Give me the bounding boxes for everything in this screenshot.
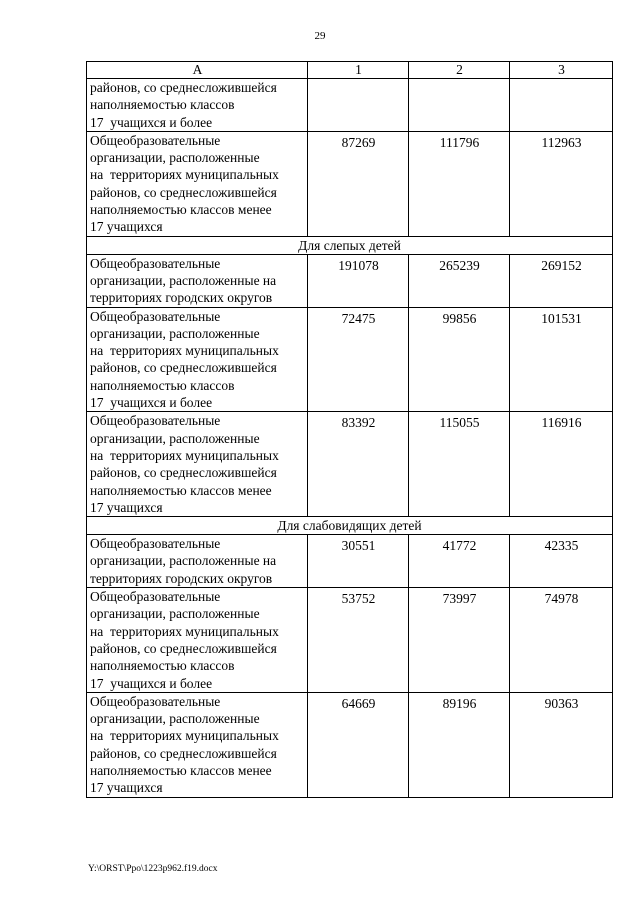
row-label-line: 17 учащихся и более bbox=[90, 114, 213, 130]
table-row bbox=[87, 131, 613, 236]
row-label-line: наполняемостью классов bbox=[90, 377, 235, 393]
row-label-line: Общеобразовательные bbox=[90, 413, 221, 429]
value-cell-col-1: 30551 bbox=[308, 535, 409, 588]
row-label-line: 17 учащихся и более bbox=[90, 395, 213, 411]
row-label-line: на территориях муниципальных bbox=[90, 728, 279, 744]
page-number: 29 bbox=[314, 30, 326, 42]
table-row bbox=[87, 307, 613, 412]
row-label-line: районов, со среднесложившейся bbox=[90, 360, 277, 376]
row-label-cell bbox=[87, 412, 308, 517]
column-header-a: А bbox=[87, 62, 308, 79]
column-header-2: 2 bbox=[409, 62, 510, 79]
row-label-line: районов, со среднесложившейся bbox=[90, 465, 277, 481]
value-cell-col-1: 53752 bbox=[308, 588, 409, 693]
row-label-line: 17 учащихся bbox=[90, 219, 163, 235]
value-cell-col-3: 116916 bbox=[510, 412, 613, 517]
row-label-line: территориях городских округов bbox=[90, 290, 273, 306]
file-path-footer: Y:\ORST\Ppo\1223p962.f19.docx bbox=[88, 864, 218, 874]
value-cell-col-3: 74978 bbox=[510, 588, 613, 693]
value-cell-col-2: 265239 bbox=[409, 254, 510, 307]
row-label-line: наполняемостью классов bbox=[90, 658, 235, 674]
row-label-line: организации, расположенные bbox=[90, 430, 260, 446]
value-cell-col-2: 115055 bbox=[409, 412, 510, 517]
table-row bbox=[87, 535, 613, 588]
row-label-line: Общеобразовательные bbox=[90, 589, 221, 605]
value-cell-col-1: 72475 bbox=[308, 307, 409, 412]
table-header-row bbox=[87, 62, 613, 79]
value-cell-col-2: 111796 bbox=[409, 131, 510, 236]
row-label-line: Общеобразовательные bbox=[90, 536, 221, 552]
row-label-line: на территориях муниципальных bbox=[90, 447, 279, 463]
value-cell-col-2: 99856 bbox=[409, 307, 510, 412]
value-cell-col-3: 112963 bbox=[510, 131, 613, 236]
row-label-line: 17 учащихся bbox=[90, 499, 163, 515]
table-row bbox=[87, 254, 613, 307]
value-cell-col-1 bbox=[308, 79, 409, 132]
data-table bbox=[86, 61, 613, 798]
row-label-line: территориях городских округов bbox=[90, 570, 273, 586]
row-label-line: наполняемостью классов менее bbox=[90, 762, 272, 778]
row-label-line: 17 учащихся и более bbox=[90, 675, 213, 691]
value-cell-col-1: 87269 bbox=[308, 131, 409, 236]
value-cell-col-1: 64669 bbox=[308, 692, 409, 797]
row-label-cell bbox=[87, 535, 308, 588]
row-label-line: организации, расположенные на bbox=[90, 553, 277, 569]
row-label-line: организации, расположенные на bbox=[90, 272, 277, 288]
row-label-line: наполняемостью классов менее bbox=[90, 482, 272, 498]
row-label-cell bbox=[87, 692, 308, 797]
row-label-line: Общеобразовательные bbox=[90, 308, 221, 324]
value-cell-col-3: 269152 bbox=[510, 254, 613, 307]
row-label-cell bbox=[87, 79, 308, 132]
row-label-line: организации, расположенные bbox=[90, 711, 260, 727]
value-cell-col-3: 90363 bbox=[510, 692, 613, 797]
value-cell-col-3: 42335 bbox=[510, 535, 613, 588]
section-title: Для слабовидящих детей bbox=[87, 517, 613, 535]
row-label-line: районов, со среднесложившейся bbox=[90, 80, 277, 95]
section-title: Для слепых детей bbox=[87, 236, 613, 254]
value-cell-col-3: 101531 bbox=[510, 307, 613, 412]
value-cell-col-2: 41772 bbox=[409, 535, 510, 588]
row-label-line: районов, со среднесложившейся bbox=[90, 745, 277, 761]
row-label-cell bbox=[87, 131, 308, 236]
table-row bbox=[87, 412, 613, 517]
table-row bbox=[87, 588, 613, 693]
row-label-line: районов, со среднесложившейся bbox=[90, 640, 277, 656]
value-cell-col-1: 191078 bbox=[308, 254, 409, 307]
row-label-line: наполняемостью классов bbox=[90, 97, 235, 113]
value-cell-col-3 bbox=[510, 79, 613, 132]
value-cell-col-2 bbox=[409, 79, 510, 132]
row-label-cell bbox=[87, 588, 308, 693]
row-label-line: Общеобразовательные bbox=[90, 132, 221, 148]
column-header-3: 3 bbox=[510, 62, 613, 79]
table-row bbox=[87, 79, 613, 132]
row-label-line: организации, расположенные bbox=[90, 606, 260, 622]
column-header-1: 1 bbox=[308, 62, 409, 79]
value-cell-col-1: 83392 bbox=[308, 412, 409, 517]
section-header-row bbox=[87, 517, 613, 535]
row-label-line: организации, расположенные bbox=[90, 325, 260, 341]
row-label-line: на территориях муниципальных bbox=[90, 167, 279, 183]
value-cell-col-2: 73997 bbox=[409, 588, 510, 693]
row-label-line: 17 учащихся bbox=[90, 780, 163, 796]
row-label-line: на территориях муниципальных bbox=[90, 623, 279, 639]
row-label-line: Общеобразовательные bbox=[90, 693, 221, 709]
row-label-cell bbox=[87, 254, 308, 307]
table-body bbox=[87, 79, 613, 798]
row-label-line: наполняемостью классов менее bbox=[90, 202, 272, 218]
row-label-cell bbox=[87, 307, 308, 412]
row-label-line: районов, со среднесложившейся bbox=[90, 184, 277, 200]
value-cell-col-2: 89196 bbox=[409, 692, 510, 797]
table-row bbox=[87, 692, 613, 797]
row-label-line: Общеобразовательные bbox=[90, 255, 221, 271]
row-label-line: на территориях муниципальных bbox=[90, 343, 279, 359]
row-label-line: организации, расположенные bbox=[90, 150, 260, 166]
section-header-row bbox=[87, 236, 613, 254]
